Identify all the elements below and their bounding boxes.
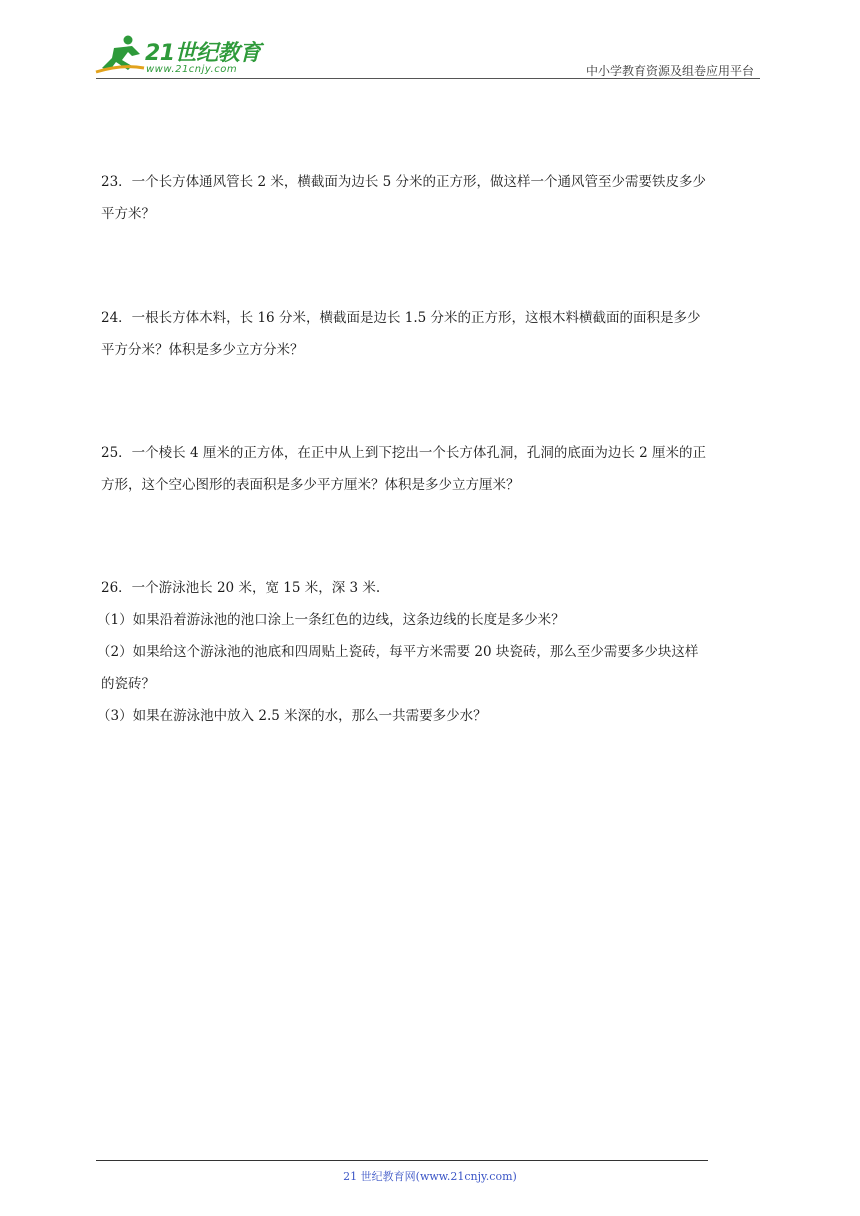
- platform-name: 中小学教育资源及组卷应用平台: [585, 64, 754, 78]
- question-line: 平方米？: [101, 206, 155, 222]
- question-line: 25．一个棱长 4 厘米的正方体，在正中从上到下挖出一个长方体孔洞，孔洞的底面为边长 2 厘米的正: [101, 445, 707, 461]
- question-line: 23．一个长方体通风管长 2 米，横截面为边长 5 分米的正方形，做这样一个通风管至少需要铁皮多少: [101, 174, 707, 190]
- question-line: 平方分米？体积是多少立方分米？: [101, 342, 304, 358]
- question-line: （2）如果给这个游泳池的池底和四周贴上瓷砖，每平方米需要 20 块瓷砖，那么至少需要多少块这样: [97, 644, 699, 660]
- footer-text: 21 世纪教育网(www.21cnjy.com): [343, 1170, 517, 1183]
- question-26: [97, 572, 761, 732]
- question-25: [101, 437, 765, 501]
- logo-text: 21世纪教育: [145, 41, 261, 66]
- header-divider: [96, 78, 760, 79]
- question-line: 26．一个游泳池长 20 米，宽 15 米，深 3 米.: [101, 580, 381, 596]
- page-header: [0, 0, 860, 80]
- question-line: 方形，这个空心图形的表面积是多少平方厘米？体积是多少立方厘米？: [101, 477, 520, 493]
- question-24: [101, 302, 765, 366]
- question-line: （3）如果在游泳池中放入 2.5 米深的水，那么一共需要多少水？: [97, 708, 487, 724]
- footer-divider: [96, 1160, 708, 1161]
- question-line: （1）如果沿着游泳池的池口涂上一条红色的边线，这条边线的长度是多少米？: [97, 612, 565, 628]
- logo-url: www.21cnjy.com: [146, 64, 238, 75]
- question-line: 24．一根长方体木料，长 16 分米，横截面是边长 1.5 分米的正方形，这根木料横截面的面积是多少: [101, 310, 701, 326]
- question-23: [101, 166, 765, 230]
- question-line: 的瓷砖？: [101, 676, 155, 692]
